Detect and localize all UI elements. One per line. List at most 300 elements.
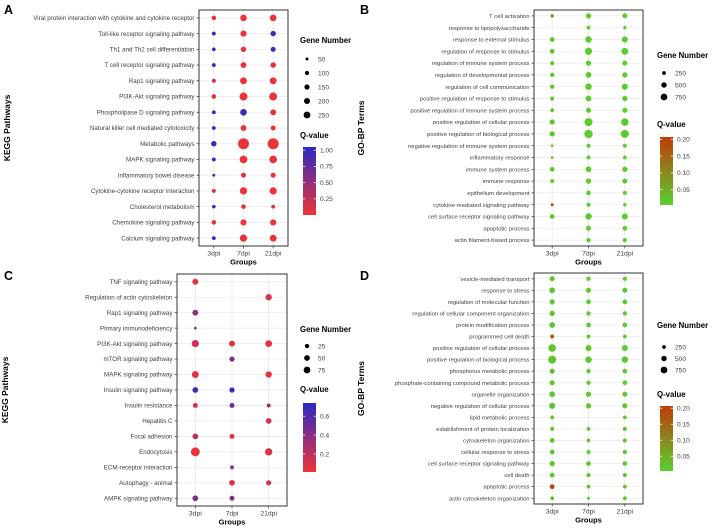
row-label: MAPK signaling pathway (104, 371, 173, 379)
row-label: Autophagy - animal (119, 479, 173, 487)
row-label: immune response (482, 179, 530, 186)
data-point (586, 450, 590, 454)
data-point (623, 485, 627, 489)
row-label: Insulin signaling pathway (103, 387, 173, 395)
x-tick-label: 3dpi (545, 250, 559, 258)
row-label: cytokine-mediated signaling pathway (433, 202, 530, 209)
legend-size-label: 250 (675, 344, 687, 352)
data-point (212, 236, 216, 240)
row-label: negative regulation of immune system process (408, 143, 530, 150)
row-label: TNF signaling pathway (109, 278, 173, 286)
data-point (586, 403, 591, 408)
y-axis-title: KEGG Pathways (2, 94, 12, 162)
data-point (623, 26, 626, 29)
data-point (240, 15, 247, 22)
row-label: ECM-receptor interaction (103, 464, 173, 472)
data-point (586, 191, 591, 196)
data-point (265, 294, 271, 300)
data-point (240, 77, 247, 84)
data-point (586, 226, 591, 231)
legend-size-dot (661, 94, 668, 101)
row-label: Focal adhesion (130, 433, 173, 441)
data-point (622, 108, 627, 113)
data-point (622, 369, 627, 374)
data-point (238, 138, 249, 149)
data-point (271, 173, 276, 178)
data-point (240, 31, 246, 37)
row-label: lipid metabolic process (469, 415, 530, 422)
data-point (212, 32, 216, 36)
row-label: positive regulation of immune system process (410, 108, 530, 115)
x-tick-label: 7dpi (237, 250, 250, 258)
x-tick-label: 21dpi (616, 250, 634, 258)
row-label: Th1 and Th2 cell differentiation (109, 46, 195, 54)
x-axis-title: Groups (575, 515, 602, 525)
row-label: Primary immunodeficiency (99, 325, 173, 333)
data-point (586, 96, 592, 102)
row-label: organelle organization (471, 392, 530, 399)
data-point (584, 130, 592, 138)
legend-title-q-value: Q-value (300, 385, 329, 394)
data-point (622, 61, 627, 66)
data-point (623, 438, 627, 442)
legend-size-label: 75 (318, 367, 326, 375)
row-label: cell death (504, 473, 530, 480)
data-point (621, 118, 629, 126)
legend-size-label: 200 (318, 98, 330, 106)
legend-q-tick-label: 0.10 (677, 170, 690, 178)
data-point (192, 340, 199, 347)
data-point (586, 288, 591, 293)
legend-size-dot (305, 344, 309, 348)
data-point (269, 93, 277, 101)
data-point (241, 204, 246, 209)
data-point (550, 214, 555, 219)
row-label: PI3K-Akt signaling pathway (119, 93, 195, 101)
data-point (550, 179, 554, 183)
row-label: Cholesterol metabolism (129, 203, 195, 211)
data-point (622, 179, 627, 184)
data-point (621, 130, 629, 138)
data-point (265, 340, 272, 347)
data-point (550, 496, 554, 500)
row-label: Rap1 signaling pathway (106, 309, 173, 317)
data-point (192, 495, 198, 501)
data-point (550, 335, 554, 339)
data-point (241, 125, 247, 131)
data-point (192, 387, 198, 393)
row-label: cellular response to stress (461, 450, 530, 457)
legend-size-label: 50 (318, 355, 326, 363)
row-label: positive regulation of cellular process (432, 346, 530, 353)
data-point (212, 16, 217, 21)
row-label: programmed cell death (469, 334, 530, 341)
row-label: Cytokine-cytokine receptor interaction (90, 188, 195, 196)
data-point (622, 323, 627, 328)
row-label: Insulin resistance (124, 402, 173, 410)
row-label: AMPK signaling pathway (104, 495, 173, 503)
panel-letter: D (360, 269, 370, 283)
row-label: response to external stimulus (452, 37, 530, 44)
data-point (549, 391, 555, 397)
row-label: response to stress (481, 288, 530, 295)
data-point (622, 167, 627, 172)
data-point (266, 480, 271, 485)
data-point (550, 415, 554, 419)
data-point (550, 14, 553, 17)
bubble-chart-kegg-C (0, 266, 356, 532)
data-point (270, 15, 277, 22)
data-point (240, 156, 248, 164)
legend-q-tick-label: 0.10 (677, 437, 690, 445)
legend-gradient-bar (660, 406, 673, 471)
legend-size-dot (662, 345, 666, 349)
data-point (550, 473, 555, 478)
data-point (241, 173, 246, 178)
panel-B (356, 0, 712, 266)
data-point (623, 144, 627, 148)
legend-q-tick-label: 0.20 (677, 136, 690, 144)
data-point (622, 392, 627, 397)
row-label: phosphorus metabolic process (449, 369, 530, 376)
legend-title-gene-number: Gene Number (657, 51, 709, 60)
data-point (623, 156, 627, 160)
legend-size-dot (304, 367, 311, 374)
legend-size-label: 500 (675, 355, 687, 363)
data-point (622, 345, 628, 351)
row-label: regulation of response to stimulus (441, 49, 530, 56)
row-label: positive regulation of cellular process (432, 120, 530, 127)
panel-D (356, 266, 712, 532)
data-point (586, 108, 591, 113)
x-tick-label: 7dpi (582, 508, 595, 516)
data-point (230, 465, 234, 469)
data-point (271, 47, 276, 52)
legend-gradient-bar (303, 147, 316, 215)
data-point (550, 61, 554, 65)
x-tick-label: 21dpi (260, 510, 277, 518)
data-point (268, 138, 279, 149)
data-point (192, 371, 199, 378)
y-axis-title: GO-BP Terms (356, 100, 366, 156)
bubble-chart-gobp-B (356, 0, 712, 266)
data-point (584, 118, 592, 126)
data-point (622, 36, 628, 42)
legend-q-tick-label: 0.15 (677, 421, 690, 429)
row-label: cell surface receptor signaling pathway (427, 214, 530, 221)
data-point (622, 226, 627, 231)
data-point (586, 300, 591, 305)
data-point (622, 72, 627, 77)
legend-q-tick-label: 1.00 (320, 147, 333, 155)
legend-size-label: 750 (675, 94, 687, 102)
row-label: Toll-like receptor signaling pathway (98, 30, 195, 38)
data-point (550, 37, 555, 42)
data-point (194, 327, 197, 330)
data-point (586, 369, 590, 373)
data-point (266, 418, 272, 424)
data-point (585, 356, 591, 362)
legend-size-dot (661, 356, 666, 361)
data-point (586, 60, 591, 65)
legend-size-label: 25 (318, 343, 326, 351)
data-point (623, 473, 627, 477)
data-point (622, 213, 628, 219)
data-point (622, 380, 627, 385)
data-point (586, 178, 591, 183)
legend-size-label: 100 (318, 70, 330, 78)
data-point (550, 461, 555, 466)
data-point (586, 381, 590, 385)
row-label: regulation of cell communication (445, 84, 530, 91)
data-point (240, 109, 247, 116)
data-point (551, 156, 554, 159)
row-label: Phospholipase D signaling pathway (96, 109, 195, 117)
panel-letter: B (360, 3, 370, 17)
data-point (212, 174, 215, 177)
data-point (623, 238, 627, 242)
panel-A (0, 0, 356, 266)
x-tick-label: 3dpi (188, 510, 202, 518)
data-point (587, 427, 591, 431)
data-point (586, 323, 591, 328)
data-point (621, 48, 628, 55)
legend-q-tick-label: 0.05 (677, 186, 690, 194)
row-label: immune system process (465, 167, 530, 174)
data-point (239, 93, 247, 101)
x-tick-label: 3dpi (545, 508, 559, 516)
data-point (550, 380, 555, 385)
data-point (587, 439, 591, 443)
data-point (623, 450, 627, 454)
data-point (192, 279, 198, 285)
legend-title-gene-number: Gene Number (657, 321, 709, 330)
data-point (623, 203, 626, 206)
data-point (270, 235, 277, 242)
data-point (270, 62, 275, 67)
x-tick-label: 7dpi (225, 510, 239, 518)
data-point (550, 85, 554, 89)
legend-title-gene-number: Gene Number (300, 325, 352, 334)
data-point (550, 49, 555, 54)
legend-size-label: 750 (675, 367, 687, 375)
row-label: cell surface receptor signaling pathway (427, 461, 530, 468)
data-point (586, 461, 591, 466)
data-point (212, 110, 216, 114)
data-point (550, 427, 554, 431)
data-point (623, 191, 627, 195)
row-label: Calcium signaling pathway (121, 235, 195, 243)
x-axis-title: Groups (218, 517, 246, 527)
data-point (586, 311, 590, 315)
row-label: positive regulation of response to stimulus (419, 96, 530, 103)
data-point (586, 13, 591, 18)
data-point (622, 403, 627, 408)
legend-size-dot (306, 58, 309, 61)
bubble-chart-gobp-D (356, 266, 712, 532)
row-label: regulation of immune system process (431, 61, 530, 68)
data-point (623, 335, 627, 339)
data-point (267, 403, 271, 407)
row-label: establishment of protein localization (436, 426, 530, 433)
panel-letter: C (4, 269, 14, 283)
data-point (241, 62, 247, 68)
row-label: negative regulation of cellular process (430, 403, 530, 410)
legend-size-label: 500 (675, 82, 687, 90)
data-point (550, 73, 554, 77)
panel-C (0, 266, 356, 532)
data-point (586, 72, 592, 78)
data-point (623, 427, 627, 431)
row-label: PI3K-Akt signaling pathway (97, 340, 173, 348)
legend-q-tick-label: 0.20 (677, 405, 690, 413)
data-point (270, 77, 277, 84)
x-tick-label: 21dpi (616, 508, 634, 516)
data-point (585, 48, 592, 55)
data-point (229, 387, 234, 392)
data-point (587, 485, 591, 489)
bubble-chart-kegg-A (0, 0, 356, 266)
x-tick-label: 7dpi (582, 250, 595, 258)
data-point (271, 205, 275, 209)
data-point (230, 434, 235, 439)
data-point (271, 126, 276, 131)
data-point (211, 141, 216, 146)
legend-title-q-value: Q-value (300, 131, 329, 140)
legend-size-label: 150 (318, 84, 330, 92)
data-point (586, 277, 590, 281)
data-point (622, 300, 627, 305)
data-point (585, 213, 591, 219)
data-point (622, 13, 627, 18)
data-point (549, 287, 555, 293)
row-label: Rap1 signaling pathway (128, 77, 195, 85)
data-point (212, 220, 217, 225)
data-point (550, 96, 554, 100)
legend-size-label: 250 (318, 112, 330, 120)
row-label: actin cytoskeleton organization (448, 496, 530, 503)
legend-title-q-value: Q-value (657, 390, 686, 399)
data-point (585, 36, 591, 42)
row-label: positive regulation of biological process (427, 131, 530, 138)
data-point (192, 434, 198, 440)
data-point (191, 447, 200, 456)
data-point (587, 497, 590, 500)
legend-size-dot (304, 98, 310, 104)
row-label: Hepatitis C (142, 418, 173, 426)
row-label: apoptotic process (483, 484, 530, 491)
row-label: cytoskeleton organization (463, 438, 530, 445)
data-point (265, 448, 272, 455)
legend-size-label: 250 (675, 70, 687, 78)
legend-q-tick-label: 0.50 (320, 179, 333, 187)
legend-gradient-bar (303, 403, 316, 472)
data-point (229, 480, 235, 486)
panel-letter: A (4, 3, 14, 17)
data-point (212, 126, 216, 130)
data-point (230, 403, 235, 408)
row-label: Regulation of actin cytoskeleton (85, 294, 173, 302)
data-point (548, 356, 556, 364)
legend-size-dot (304, 355, 310, 361)
legend-gradient-bar (660, 137, 673, 205)
data-point (622, 461, 627, 466)
data-point (622, 356, 628, 362)
row-label: MAPK signaling pathway (126, 156, 195, 164)
data-point (586, 155, 590, 159)
data-point (240, 234, 247, 241)
data-point (550, 120, 555, 125)
data-point (585, 345, 591, 351)
data-point (212, 79, 216, 83)
data-point (550, 108, 554, 112)
row-label: Natural killer cell mediated cytotoxicity (89, 125, 195, 133)
data-point (548, 344, 556, 352)
data-point (623, 415, 627, 419)
data-point (550, 438, 555, 443)
data-point (623, 311, 627, 315)
legend-size-label: 50 (318, 56, 326, 64)
data-point (270, 31, 275, 36)
x-tick-label: 21dpi (264, 250, 282, 258)
data-point (212, 189, 216, 193)
row-label: response to lipopolysaccharide (448, 25, 530, 32)
data-point (550, 450, 555, 455)
y-axis-title: KEGG Pathways (0, 356, 10, 424)
legend-title-gene-number: Gene Number (300, 36, 352, 45)
row-label: T cell receptor signaling pathway (104, 62, 195, 70)
data-point (240, 187, 247, 194)
data-point (585, 83, 591, 89)
row-label: phosphate-containing compound metabolic process (394, 380, 530, 387)
data-point (230, 496, 235, 501)
data-point (549, 403, 555, 409)
data-point (550, 276, 555, 281)
data-point (550, 484, 555, 489)
data-point (551, 203, 554, 206)
data-point (586, 473, 590, 477)
data-point (550, 131, 555, 136)
legend-size-dot (304, 112, 311, 119)
legend-size-dot (305, 71, 309, 75)
data-point (241, 47, 246, 52)
row-label: regulation of molecular function (447, 299, 530, 306)
legend-q-tick-label: 0.75 (320, 163, 333, 171)
legend-q-tick-label: 0.25 (320, 196, 333, 204)
data-point (193, 403, 198, 408)
data-point (587, 335, 591, 339)
data-point (212, 63, 216, 67)
legend-q-tick-label: 0.6 (320, 413, 330, 421)
legend-size-dot (661, 367, 668, 374)
data-point (270, 109, 276, 115)
data-point (229, 341, 235, 347)
legend-q-tick-label: 0.2 (320, 451, 330, 459)
legend-title-q-value: Q-value (657, 120, 686, 129)
row-label: Inflammatory bowel disease (117, 172, 195, 180)
data-point (550, 167, 555, 172)
data-point (270, 187, 277, 194)
data-point (229, 356, 234, 361)
data-point (623, 277, 627, 281)
row-label: vesicle-mediated transport (460, 276, 530, 283)
row-label: positive regulation of biological process (427, 357, 530, 364)
data-point (212, 94, 217, 99)
x-axis-title: Groups (575, 257, 602, 266)
row-label: actin filament-based process (454, 238, 530, 245)
legend-size-dot (662, 71, 666, 75)
row-label: Metabolic pathways (140, 140, 195, 148)
